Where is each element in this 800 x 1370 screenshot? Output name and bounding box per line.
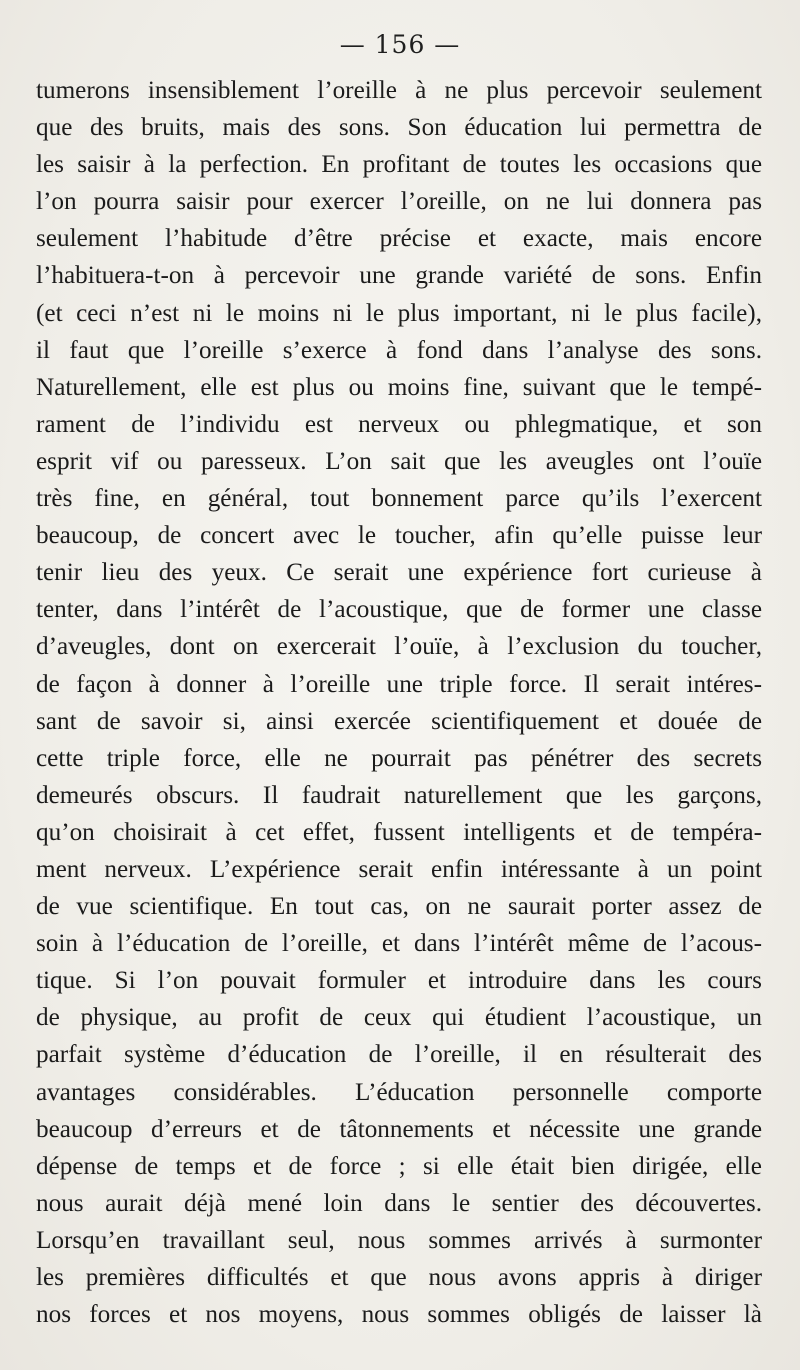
- text-line: que des bruits, mais des sons. Son éducation lui permettra de: [36, 114, 762, 142]
- text-line: d’aveugles, dont on exercerait l’ouïe, à l’exclusion du toucher,: [36, 633, 762, 661]
- text-line: beaucoup d’erreurs et de tâtonnements et nécessite une grande: [36, 1115, 762, 1143]
- text-line: Lorsqu’en travaillant seul, nous sommes arrivés à surmonter: [36, 1226, 762, 1254]
- body-text: [36, 72, 762, 1333]
- text-line: de physique, au profit de ceux qui étudient l’acoustique, un: [36, 1004, 762, 1032]
- text-line: les premières difficultés et que nous avons appris à diriger: [36, 1264, 762, 1291]
- text-line: l’on pourra saisir pour exercer l’oreille, on ne lui donnera pas: [36, 188, 762, 216]
- text-line: (et ceci n’est ni le moins ni le plus important, ni le plus facile),: [36, 299, 762, 327]
- text-line: tenter, dans l’intérêt de l’acoustique, que de former une classe: [36, 596, 762, 624]
- text-line: nous aurait déjà mené loin dans le sentier des découvertes.: [36, 1189, 762, 1217]
- text-line: ment nerveux. L’expérience serait enfin intéressante à un point: [36, 855, 762, 883]
- text-line: tique. Si l’on pouvait formuler et introduire dans les cours: [36, 967, 762, 995]
- text-line: les saisir à la perfection. En profitant de toutes les occasions que: [36, 151, 762, 179]
- text-line: tumerons insensiblement l’oreille à ne plus percevoir seulement: [36, 77, 762, 104]
- text-line: seulement l’habitude d’être précise et exacte, mais encore: [36, 225, 762, 253]
- text-line: soin à l’éducation de l’oreille, et dans l’intérêt même de l’acous-: [36, 930, 762, 958]
- text-line: nos forces et nos moyens, nous sommes obligés de laisser là: [36, 1301, 762, 1329]
- text-line: l’habituera-t-on à percevoir une grande variété de sons. Enfin: [36, 262, 762, 290]
- text-line: très fine, en général, tout bonnement parce qu’ils l’exercent: [36, 485, 762, 513]
- text-line: tenir lieu des yeux. Ce serait une expérience fort curieuse à: [36, 559, 762, 587]
- text-line: parfait système d’éducation de l’oreille, il en résulterait des: [36, 1041, 762, 1069]
- text-line: qu’on choisirait à cet effet, fussent intelligents et de tempéra-: [36, 818, 762, 846]
- text-line: cette triple force, elle ne pourrait pas pénétrer des secrets: [36, 744, 762, 772]
- text-line: de façon à donner à l’oreille une triple force. Il serait intéres-: [36, 670, 762, 698]
- text-line: Naturellement, elle est plus ou moins fine, suivant que le tempé-: [36, 373, 762, 401]
- text-line: esprit vif ou paresseux. L’on sait que les aveugles ont l’ouïe: [36, 447, 762, 475]
- text-line: il faut que l’oreille s’exerce à fond dans l’analyse des sons.: [36, 336, 762, 364]
- text-line: rament de l’individu est nerveux ou phlegmatique, et son: [36, 410, 762, 438]
- page-number: — 156 —: [339, 30, 461, 59]
- text-line: avantages considérables. L’éducation personnelle comporte: [36, 1078, 762, 1106]
- text-line: demeurés obscurs. Il faudrait naturellement que les garçons,: [36, 781, 762, 809]
- text-line: beaucoup, de concert avec le toucher, afin qu’elle puisse leur: [36, 522, 762, 550]
- text-line: sant de savoir si, ainsi exercée scientifiquement et douée de: [36, 707, 762, 735]
- text-line: dépense de temps et de force ; si elle était bien dirigée, elle: [36, 1152, 762, 1180]
- text-line: de vue scientifique. En tout cas, on ne saurait porter assez de: [36, 893, 762, 921]
